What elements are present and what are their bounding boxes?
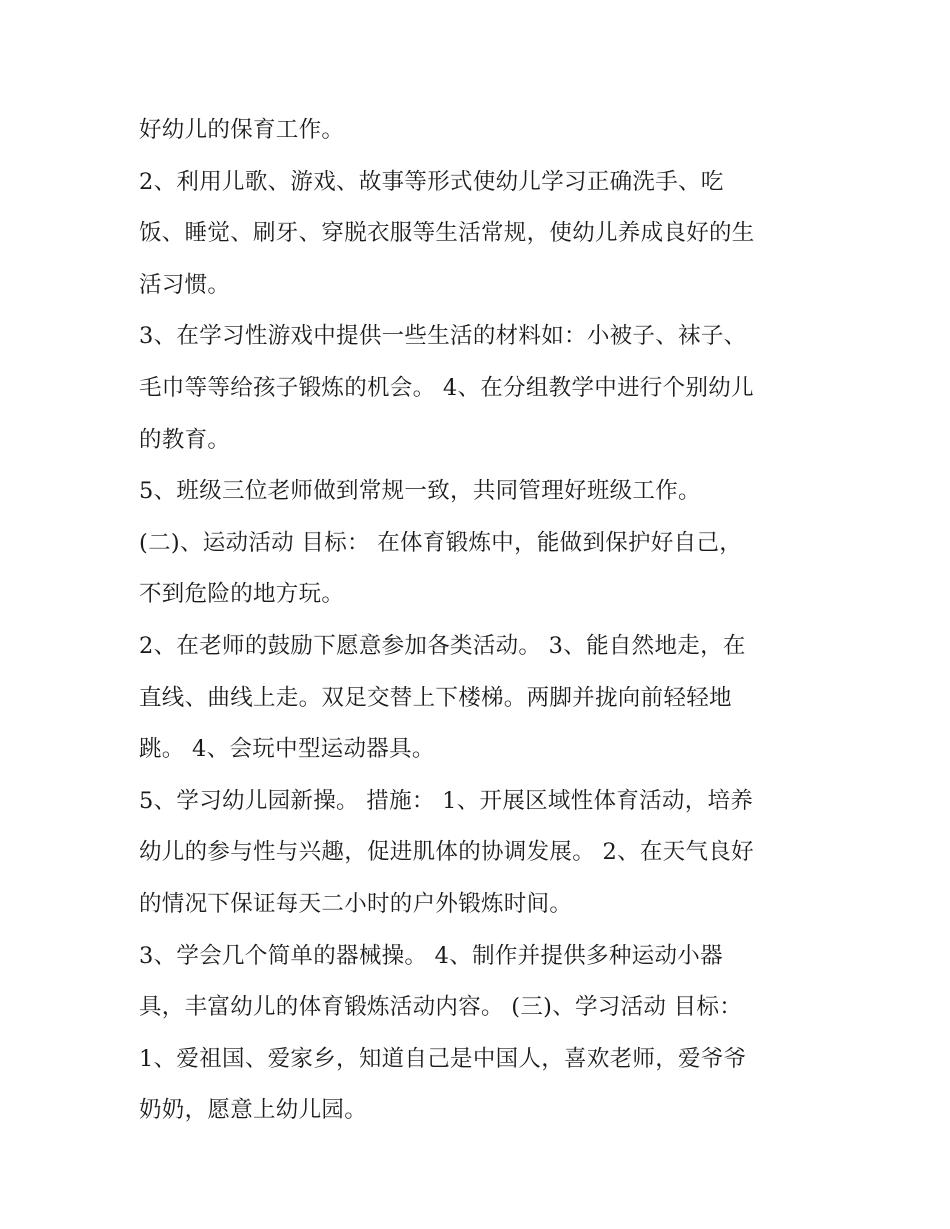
text-line: 奶奶，愿意上幼儿园。 (139, 1097, 368, 1124)
text-line: 3、在学习性游戏中提供一些生活的材料如：小被子、袜子、 (139, 323, 747, 350)
text-line: 2、利用儿歌、游戏、故事等形式使幼儿学习正确洗手、吃 (139, 168, 724, 195)
text-line: 幼儿的参与性与兴趣，促进肌体的协调发展。 2、在天气良好 (139, 839, 754, 866)
text-line: 1、爱祖国、爱家乡，知道自己是中国人，喜欢老师，爱爷爷 (139, 1045, 747, 1072)
text-line: 的教育。 (139, 426, 231, 453)
text-line: 不到危险的地方玩。 (139, 581, 345, 608)
text-line: 的情况下保证每天二小时的户外锻炼时间。 (139, 890, 573, 917)
text-line: 活习惯。 (139, 271, 231, 298)
document-body (139, 105, 829, 1137)
text-line: 5、学习幼儿园新操。 措施： 1、开展区域性体育活动，培养 (139, 787, 754, 814)
text-line: 具，丰富幼儿的体育锻炼活动内容。 (三)、学习活动 目标： (139, 994, 743, 1021)
text-line: 直线、曲线上走。双足交替上下楼梯。两脚并拢向前轻轻地 (139, 684, 732, 711)
text-line: 好幼儿的保育工作。 (139, 117, 345, 143)
text-line: 毛巾等等给孩子锻炼的机会。 4、在分组教学中进行个别幼儿 (139, 374, 754, 401)
text-line: (二)、运动活动 目标： 在体育锻炼中，能做到保护好自己， (139, 529, 743, 556)
text-line: 饭、睡觉、刷牙、穿脱衣服等生活常规，使幼儿养成良好的生 (139, 220, 755, 247)
text-line: 5、班级三位老师做到常规一致，共同管理好班级工作。 (139, 478, 701, 505)
text-line: 3、学会几个简单的器械操。 4、制作并提供多种运动小器 (139, 942, 723, 969)
text-line: 2、在老师的鼓励下愿意参加各类活动。 3、能自然地走，在 (139, 632, 746, 659)
text-line: 跳。 4、会玩中型运动器具。 (139, 736, 435, 763)
